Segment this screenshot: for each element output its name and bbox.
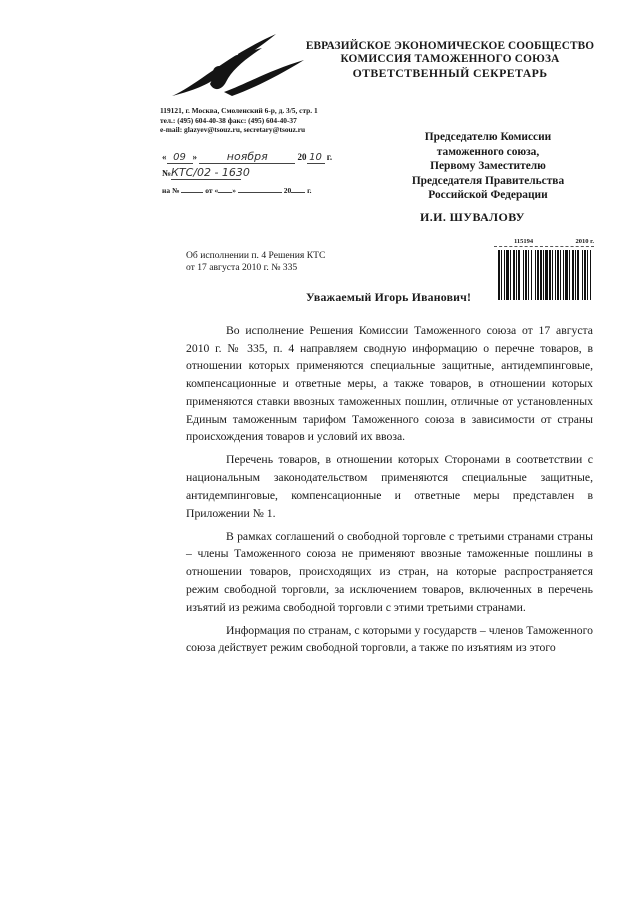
barcode-bar: [563, 250, 564, 300]
barcode-bar: [516, 250, 517, 300]
barcode-bar: [565, 250, 568, 300]
email-text: e-mail: glazyev@tsouz.ru, secretary@tsouz.ru: [160, 125, 306, 134]
barcode-bar: [582, 250, 583, 300]
barcode-bar: [537, 250, 539, 300]
subject-line2: от 17 августа 2010 г. № 335: [186, 262, 298, 273]
barcode-bar: [535, 250, 536, 300]
subject-block: [186, 250, 325, 274]
ref-month-blank: [238, 192, 282, 193]
barcode-bar: [587, 250, 588, 300]
barcode-bar: [523, 250, 524, 300]
barcode-bar: [557, 250, 559, 300]
barcode-bar: [528, 250, 529, 300]
barcode-bar: [584, 250, 586, 300]
date-month: ноября: [199, 150, 295, 164]
reference-number-field: [162, 186, 312, 195]
barcode-bar: [501, 250, 502, 300]
barcode-bar: [590, 250, 591, 300]
contact-block: [160, 106, 318, 135]
barcode-bar: [513, 250, 515, 300]
org-name-line1: ЕВРАЗИЙСКОЕ ЭКОНОМИЧЕСКОЕ СООБЩЕСТВО: [305, 40, 595, 52]
barcode-bars-icon: [498, 250, 592, 300]
number-prefix: №: [162, 168, 172, 178]
barcode-header: [494, 238, 594, 247]
date-field: [162, 150, 332, 164]
addressee-line1: Председателю Комиссии: [424, 131, 552, 143]
barcode-bar: [575, 250, 576, 300]
organization-header: [300, 40, 600, 81]
addressee-line2: таможенного союза,: [436, 145, 540, 158]
barcode-bar: [518, 250, 520, 300]
addressee-name: И.И. ШУВАЛОВУ: [420, 210, 525, 224]
barcode-bar: [540, 250, 542, 300]
ref-day-blank: [218, 192, 232, 193]
barcode-bar: [545, 250, 548, 300]
barcode-sticker: [494, 238, 594, 300]
barcode-bar: [525, 250, 527, 300]
barcode-bar: [552, 250, 553, 300]
ref-from-label: от «: [205, 186, 219, 195]
body-paragraph-4: Информация по странам, с которыми у государств – членов Таможенного союза действует режим свободной торговли, а также по изъятиям из этого: [186, 623, 593, 655]
eurasian-community-logo-icon: [166, 26, 306, 98]
barcode-bar: [577, 250, 579, 300]
addressee-block: [404, 130, 572, 203]
barcode-bar: [504, 250, 505, 300]
ref-year-unit: г.: [307, 186, 312, 195]
addressee-line3: Первому Заместителю: [430, 160, 546, 172]
date-year-unit: г.: [326, 152, 333, 162]
date-year-prefix: 20: [297, 152, 307, 162]
date-day: 09: [167, 152, 193, 164]
body-paragraph-2: Перечень товаров, в отношении которых Сторонами в соответствии с национальным законодательством применяются специальные защитные, антидемпинговые, компенсационные и ответные меры представлен в Приложении № 1.: [186, 453, 593, 520]
barcode-bar: [510, 250, 511, 300]
body-paragraph-3: В рамках соглашений о свободной торговле с третьими странами страны – члены Таможенного союза не применяют ввозные таможенные пошлины в отношении товаров, происходящих из стран, на которые распространяется режим свободной торговли, за исключением товаров, включенных в перечень изъятий из режима свободной торговли с этими третьими странами.: [186, 529, 593, 614]
outgoing-number-field: [162, 166, 250, 180]
ref-quote-close: »: [232, 186, 236, 195]
barcode-bar: [560, 250, 561, 300]
letter-body: [186, 322, 593, 663]
ref-number-blank: [181, 192, 203, 193]
date-quote-close: »: [192, 152, 197, 162]
ref-year-blank: [291, 192, 305, 193]
body-paragraph-1: Во исполнение Решения Комиссии Таможенного союза от 17 августа 2010 г. № 335, п. 4 направляем сводную информацию о перечне товаров, в отношении которых применяются специальные защитные, антидемпинговые, компенсационные и ответные меры, а также товаров, в отношении которых применяются ставки ввозных таможенных пошлин, отличные от установленных Единым таможенным тарифом Таможенного союза в зависимости от страны происхождения товаров и условий их ввоза.: [186, 324, 593, 444]
address-text: 119121, г. Москва, Смоленский 6-р, д. 3/5, стр. 1: [160, 106, 318, 115]
barcode-bar: [555, 250, 556, 300]
org-name-line2: КОМИССИЯ ТАМОЖЕННОГО СОЮЗА: [340, 53, 560, 65]
barcode-bar: [543, 250, 544, 300]
barcode-bar: [506, 250, 509, 300]
addressee-line4: Председателя Правительства: [411, 174, 565, 187]
salutation: Уважаемый Игорь Иванович!: [306, 290, 472, 304]
subject-line1: Об исполнении п. 4 Решения КТС: [186, 250, 326, 261]
org-name-line3: ОТВЕТСТВЕННЫЙ СЕКРЕТАРЬ: [352, 66, 548, 80]
ref-year: 20: [283, 186, 292, 195]
barcode-bar: [549, 250, 551, 300]
date-year-suffix: 10: [307, 152, 325, 164]
barcode-bar: [572, 250, 574, 300]
outgoing-number: КТС/02 - 1630: [171, 166, 250, 179]
addressee-line5: Российской Федерации: [428, 189, 548, 201]
barcode-bar: [498, 250, 500, 300]
phone-fax-text: тел.: (495) 604-40-38 факс: (495) 604-40-37: [160, 115, 297, 125]
barcode-year: 2010 г.: [575, 238, 594, 245]
date-quote-open: «: [162, 152, 167, 162]
ref-label: на №: [162, 186, 180, 195]
barcode-bar: [569, 250, 570, 300]
barcode-number: 115194: [514, 238, 534, 245]
barcode-bar: [531, 250, 532, 300]
